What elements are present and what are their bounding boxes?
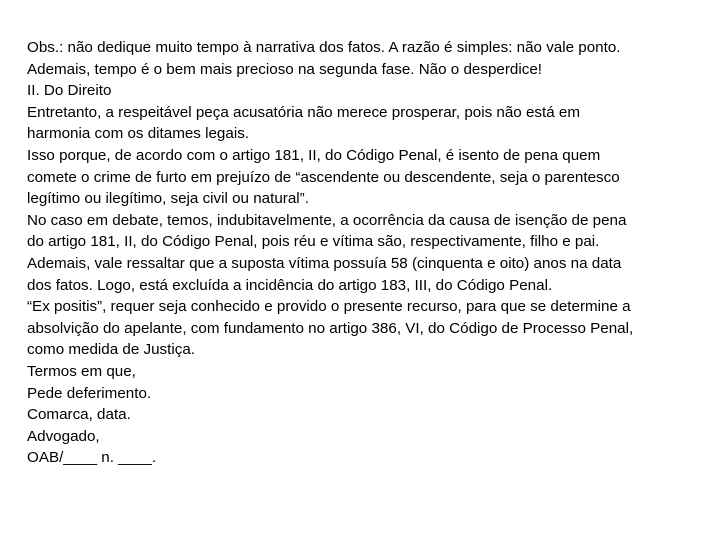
closing-line: Termos em que, — [27, 362, 136, 380]
text-line: como medida de Justiça. — [27, 341, 195, 359]
text-line: Obs.: não dedique muito tempo à narrativa dos fatos. A razão é simples: não vale ponto. — [27, 39, 621, 56]
text-line: Ademais, tempo é o bem mais precioso na segunda fase. Não o desperdice! — [27, 60, 542, 78]
section-heading: II. Do Direito — [27, 82, 112, 100]
text-line: “Ex positis”, requer seja conhecido e provido o presente recurso, para que se determine a — [27, 298, 631, 316]
text-line: legítimo ou ilegítimo, seja civil ou natural”. — [27, 190, 309, 208]
text-line: Entretanto, a respeitável peça acusatória não merece prosperar, pois não está em — [27, 103, 580, 121]
document-text — [27, 37, 707, 469]
oab-line: OAB/____ n. ____. — [27, 449, 157, 467]
text-line: dos fatos. Logo, está excluída a incidência do artigo 183, III, do Código Penal. — [27, 276, 553, 294]
closing-line: Pede deferimento. — [27, 384, 152, 402]
text-line: No caso em debate, temos, indubitavelmente, a ocorrência da causa de isenção de pena — [27, 211, 627, 229]
signature-line: Advogado, — [27, 427, 100, 445]
text-line: comete o crime de furto em prejuízo de “ascendente ou descendente, seja o parentesco — [27, 168, 620, 186]
text-line: harmonia com os ditames legais. — [27, 125, 250, 143]
text-line: do artigo 181, II, do Código Penal, pois réu e vítima são, respectivamente, filho e pai. — [27, 233, 600, 251]
text-line: Ademais, vale ressaltar que a suposta vítima possuía 58 (cinquenta e oito) anos na data — [27, 254, 622, 272]
text-line: Isso porque, de acordo com o artigo 181, II, do Código Penal, é isento de pena quem — [27, 146, 601, 164]
place-date-line: Comarca, data. — [27, 406, 131, 424]
text-line: absolvição do apelante, com fundamento no artigo 386, VI, do Código de Processo Penal, — [27, 319, 634, 337]
